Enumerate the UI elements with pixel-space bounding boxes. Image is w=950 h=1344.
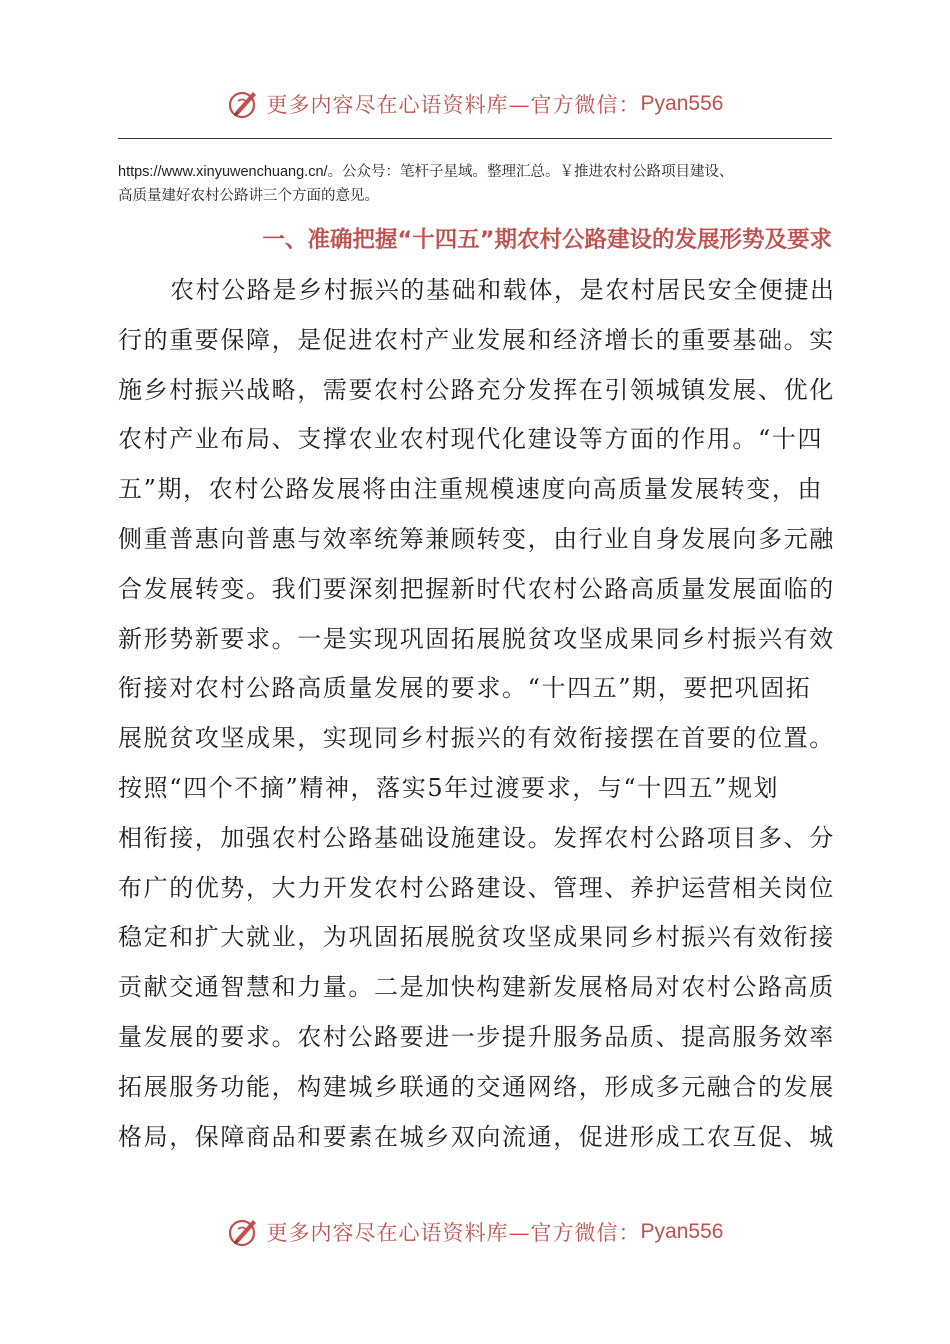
body-line: 新形势新要求。一是实现巩固拓展脱贫攻坚成果同乡村振兴有效 [118,624,835,653]
body-line: 按照“四个不摘”精神，落实5年过渡要求，与“十四五”规划 [118,773,780,802]
body-line: 衔接对农村公路高质量发展的要求。“十四五”期，要把巩固拓 [118,674,812,703]
pen-logo-icon [227,1215,261,1249]
footer-banner [0,1212,950,1252]
body-line: 农村公路是乡村振兴的基础和载体，是农村居民安全便捷出 [170,276,836,304]
source-url-link[interactable]: https://www.xinyuwenchuang.cn/ [118,164,328,180]
footer-wechat-id: Pyan556 [640,1220,724,1243]
header-banner [0,84,950,124]
section-heading: 一、准确把握“十四五”期农村公路建设的发展形势及要求 [262,227,832,253]
body-line: 布广的优势，大力开发农村公路建设、管理、养护运营相关岗位 [118,873,835,902]
intro-line-2: 高质量建好农村公路讲三个方面的意见。 [118,188,379,204]
intro-line-1 [118,160,834,184]
body-line: 五”期，农村公路发展将由注重规模速度向高质量发展转变，由 [118,475,824,504]
body-line: 相衔接，加强农村公路基础设施建设。发挥农村公路项目多、分 [118,823,835,852]
body-line: 侧重普惠向普惠与效率统筹兼顾转变，由行业自身发展向多元融 [118,524,835,553]
header-wechat-id: Pyan556 [640,92,724,115]
header-banner-text: 更多内容尽在心语资料库—官方微信： [266,93,641,117]
body-line: 行的重要保障，是促进农村产业发展和经济增长的重要基础。实 [118,325,835,354]
body-line: 合发展转变。我们要深刻把握新时代农村公路高质量发展面临的 [118,574,835,603]
body-line: 量发展的要求。农村公路要进一步提升服务品质、提高服务效率 [118,1022,835,1051]
intro-paragraph [118,160,834,208]
body-paragraph [118,266,834,1162]
body-line: 格局，保障商品和要素在城乡双向流通，促进形成工农互促、城 [118,1122,835,1151]
body-line: 稳定和扩大就业，为巩固拓展脱贫攻坚成果同乡村振兴有效衔接 [118,923,835,952]
body-line: 贡献交通智慧和力量。二是加快构建新发展格局对农村公路高质 [118,973,835,1002]
intro-line-1-text: 。公众号：笔杆子星域。整理汇总。￥推进农村公路项目建设、 [327,164,734,180]
body-line: 施乡村振兴战略，需要农村公路充分发挥在引领城镇发展、优化 [118,375,835,404]
body-line: 展脱贫攻坚成果，实现同乡村振兴的有效衔接摆在首要的位置。 [118,724,835,753]
header-divider [118,138,832,139]
body-line: 拓展服务功能，构建城乡联通的交通网络，形成多元融合的发展 [118,1072,835,1101]
footer-banner-text: 更多内容尽在心语资料库—官方微信： [266,1221,641,1245]
pen-logo-icon [227,87,261,121]
body-line: 农村产业布局、支撑农业农村现代化建设等方面的作用。“十四 [118,425,824,454]
